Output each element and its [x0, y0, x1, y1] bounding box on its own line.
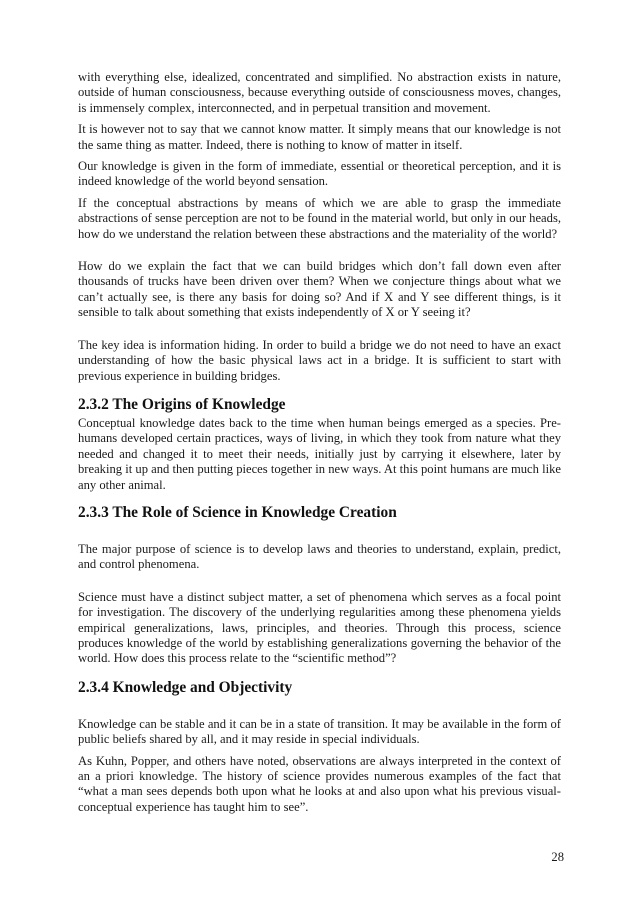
page-number: 28 [551, 850, 564, 864]
section-heading-role-of-science: 2.3.3 The Role of Science in Knowledge Creation [78, 503, 397, 521]
paragraph-bridges-question: How do we explain the fact that we can build bridges which don’t fall down even after thousands of trucks have been driven over them? When we conjecture things about what we can’t actually see, is there any basis for doing so? And if X and Y see different things, is it sensible to talk about something that exists independently of X or Y seeing it? [78, 259, 561, 320]
paragraph-kuhn-popper: As Kuhn, Popper, and others have noted, observations are always interpreted in the context of an a priori knowledge. The history of science provides numerous examples of the fact that “what a man sees depends both upon what he looks at and also upon what his previous visual-conceptual experience has taught him to see”. [78, 753, 561, 814]
paragraph-immediate-perception: Our knowledge is given in the form of immediate, essential or theoretical perception, and it is indeed knowledge of the world beyond sensation. [78, 159, 561, 189]
paragraph-abstraction-continued: with everything else, idealized, concentrated and simplified. No abstraction exists in nature, outside of human consciousness, because everything outside of consciousness moves, changes, is immensely complex, interconnected, and in perpetual transition and movement. [78, 70, 561, 115]
page-body [78, 70, 561, 815]
paragraph-conceptual-abstractions: If the conceptual abstractions by means of which we are able to grasp the immediate abstractions of sense perception are not to be found in the material world, but only in our heads, how do we understand the relation between these abstractions and the materiality of the world? [78, 195, 561, 241]
paragraph-knowing-matter: It is however not to say that we cannot know matter. It simply means that our knowledge is not the same thing as matter. Indeed, there is nothing to know of matter in itself. [78, 122, 561, 152]
paragraph-origins: Conceptual knowledge dates back to the time when human beings emerged as a species. Pre-humans developed certain practices, ways of living, in which they took from nature what they needed and changed it to meet their needs, initially just by carrying it elsewhere, later by breaking it up and then putting pieces together in new ways. At this point humans are much like any other animal. [78, 415, 561, 492]
paragraph-stable-knowledge: Knowledge can be stable and it can be in a state of transition. It may be available in the form of public beliefs shared by all, and it may reside in special individuals. [78, 716, 561, 747]
paragraph-information-hiding: The key idea is information hiding. In order to build a bridge we do not need to have an exact understanding of how the basic physical laws act in a bridge. It is sufficient to start with previous experience in building bridges. [78, 337, 561, 383]
section-heading-origins-of-knowledge: 2.3.2 The Origins of Knowledge [78, 395, 286, 413]
paragraph-subject-matter: Science must have a distinct subject matter, a set of phenomena which serves as a focal point for investigation. The discovery of the underlying regularities among these phenomena yields empirical generalizations, laws, principles, and theories. Through this process, science produces knowledge of the world by establishing generalizations governing the behavior of the world. How does this process relate to the “scientific method”? [78, 589, 561, 666]
paragraph-purpose-of-science: The major purpose of science is to develop laws and theories to understand, explain, predict, and control phenomena. [78, 541, 561, 572]
section-heading-knowledge-objectivity: 2.3.4 Knowledge and Objectivity [78, 678, 293, 696]
